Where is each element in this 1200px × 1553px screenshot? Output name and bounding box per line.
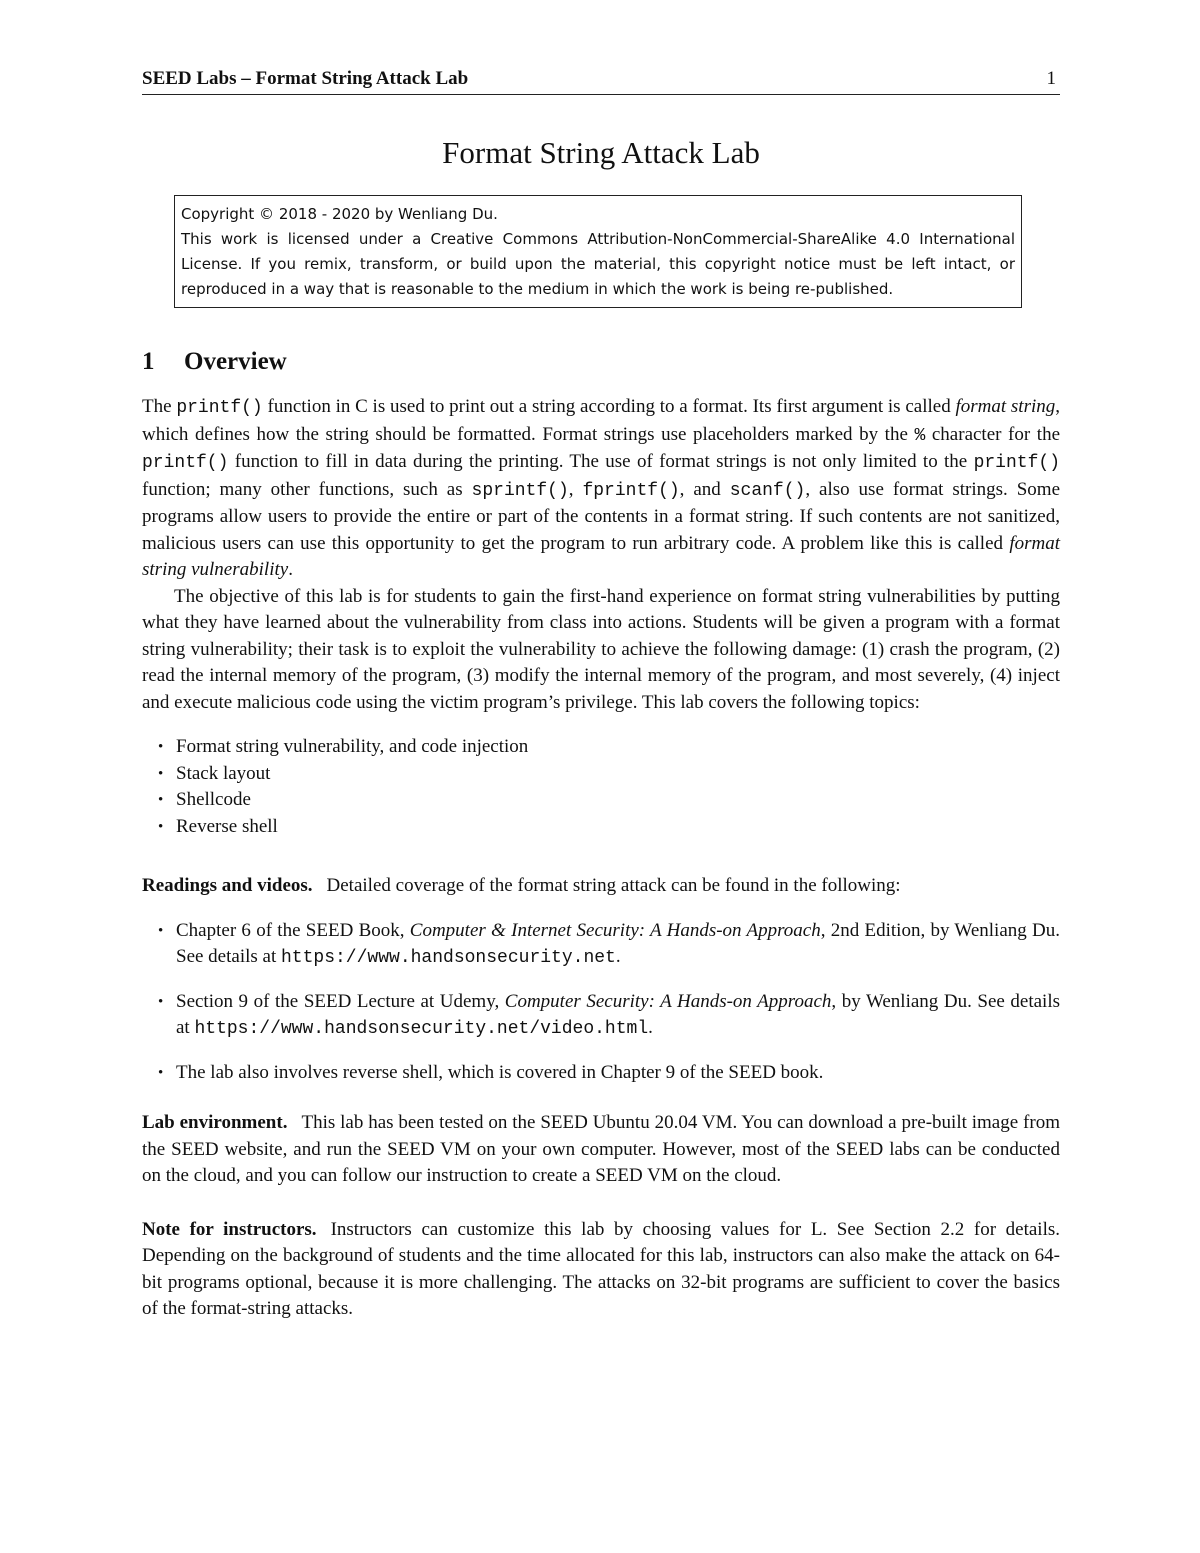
code-scanf: scanf() bbox=[729, 480, 806, 501]
text-run: function; many other functions, such as bbox=[142, 478, 472, 500]
code-printf: printf() bbox=[176, 398, 263, 418]
list-item bbox=[176, 918, 1060, 972]
instructors-text: Instructors can customize this lab by choosing values for L. See Section 2.2 for details. Depending on the background of students and the time allocated for this lab, instructors can also make the attack on 64-bit programs optional, because it is more challenging. The attacks on 32-bit programs are sufficient to cover the basics of the format-string attacks. bbox=[142, 1218, 1060, 1319]
code-percent: % bbox=[914, 425, 926, 446]
instructors-paragraph bbox=[142, 1217, 1060, 1323]
text-run: , bbox=[568, 478, 583, 500]
text-run: , and bbox=[679, 478, 730, 500]
code-printf: printf() bbox=[142, 453, 229, 473]
lab-environment-paragraph bbox=[142, 1110, 1060, 1190]
list-item bbox=[176, 989, 1060, 1043]
section-heading-overview bbox=[142, 348, 1060, 376]
term-format-string: format string bbox=[955, 396, 1056, 417]
text-run: function in C is used to print out a string according to a format. Its first argument is called bbox=[262, 396, 956, 417]
topics-list bbox=[142, 734, 1060, 840]
list-item: • Shellcode bbox=[176, 787, 1060, 814]
readings-paragraph bbox=[142, 873, 1060, 900]
overview-paragraph-2: The objective of this lab is for students to gain the first-hand experience on format string vulnerabilities by putting what they have learned about the vulnerability from class into actions. Students will be given a program with a format string vulnerability; their task is to exploit the vulnerability to achieve the following damage: (1) crash the program, (2) read the internal memory of the program, (3) modify the internal memory of the program, and most severely, (4) inject and execute malicious code using the victim program’s privilege. This lab covers the following topics: bbox=[142, 585, 1060, 713]
text-run: , 2nd Edition, by Wenliang Du. See details at bbox=[176, 919, 1061, 967]
text-run: , which defines how the string should be formatted. Format strings use placeholders marked by the bbox=[142, 396, 1060, 445]
readings-text: Detailed coverage of the format string attack can be found in the following: bbox=[326, 875, 901, 896]
list-item bbox=[176, 1060, 1060, 1087]
url-link[interactable]: https://www.handsonsecurity.net/video.html bbox=[194, 1019, 649, 1039]
list-item: • Format string vulnerability, and code injection bbox=[176, 734, 1060, 761]
running-header bbox=[142, 68, 1060, 95]
readings-label: Readings and videos. bbox=[142, 875, 313, 896]
running-title: SEED Labs – Format String Attack Lab bbox=[142, 68, 469, 89]
text-run: , by Wenliang Du. See details at bbox=[176, 990, 1061, 1038]
text-run: , also use format strings. Some programs allow users to provide the entire or part of the contents in a format string. If such contents are not sanitized, malicious users can use this opportunity to get the program to run arbitrary code. A problem like this is called bbox=[142, 478, 1061, 554]
text-run: . bbox=[288, 559, 293, 580]
document-title: Format String Attack Lab bbox=[442, 135, 760, 170]
term-format-string-vulnerability: format string vulnerability bbox=[142, 532, 1060, 580]
section-title: Overview bbox=[184, 348, 287, 375]
readings-list bbox=[142, 918, 1060, 1087]
instructors-label: Note for instructors. bbox=[142, 1218, 317, 1240]
code-printf: printf() bbox=[973, 453, 1060, 473]
text-run: . bbox=[648, 1017, 653, 1038]
code-sprintf: sprintf() bbox=[471, 480, 569, 501]
section-number: 1 bbox=[142, 348, 155, 375]
page-number: 1 bbox=[1046, 68, 1056, 89]
text-run: function to fill in data during the printing. The use of format strings is not only limited to the bbox=[228, 451, 974, 472]
course-title: Computer Security: A Hands-on Approach bbox=[504, 990, 832, 1012]
text-run: Chapter 6 of the SEED Book, bbox=[176, 919, 410, 941]
lab-environment-label: Lab environment. bbox=[142, 1112, 288, 1133]
copyright-line: Copyright © 2018 - 2020 by Wenliang Du. bbox=[181, 205, 498, 223]
url-link[interactable]: https://www.handsonsecurity.net bbox=[281, 948, 616, 968]
code-fprintf: fprintf() bbox=[582, 480, 680, 501]
lab-environment-text: This lab has been tested on the SEED Ubuntu 20.04 VM. You can download a pre-built image from the SEED website, and run the SEED VM on your own computer. However, most of the SEED labs can be conducted on the cloud, and you can follow our instruction to create a SEED VM on the cloud. bbox=[142, 1112, 1060, 1186]
text-run: character for the bbox=[925, 423, 1060, 445]
text-run: Section 9 of the SEED Lecture at Udemy, bbox=[176, 990, 505, 1012]
text-run: . bbox=[615, 946, 621, 967]
text-run: The lab also involves reverse shell, which is covered in Chapter 9 of the SEED book. bbox=[176, 1061, 824, 1083]
overview-paragraph-1 bbox=[142, 394, 1060, 584]
document-page bbox=[142, 68, 1060, 1323]
license-text: This work is licensed under a Creative Commons Attribution-NonCommercial-ShareAlike 4.0 International License. If you remix, transform, or build upon the material, this copyright notice must be left intact, or reproduced in a way that is reasonable to the medium in which the work is being re-published. bbox=[181, 230, 1015, 298]
list-item: • Stack layout bbox=[176, 761, 1060, 788]
copyright-notice bbox=[174, 195, 1022, 308]
list-item: • Reverse shell bbox=[176, 814, 1060, 841]
book-title: Computer & Internet Security: A Hands-on Approach bbox=[409, 919, 821, 941]
text-run: The bbox=[142, 396, 177, 417]
